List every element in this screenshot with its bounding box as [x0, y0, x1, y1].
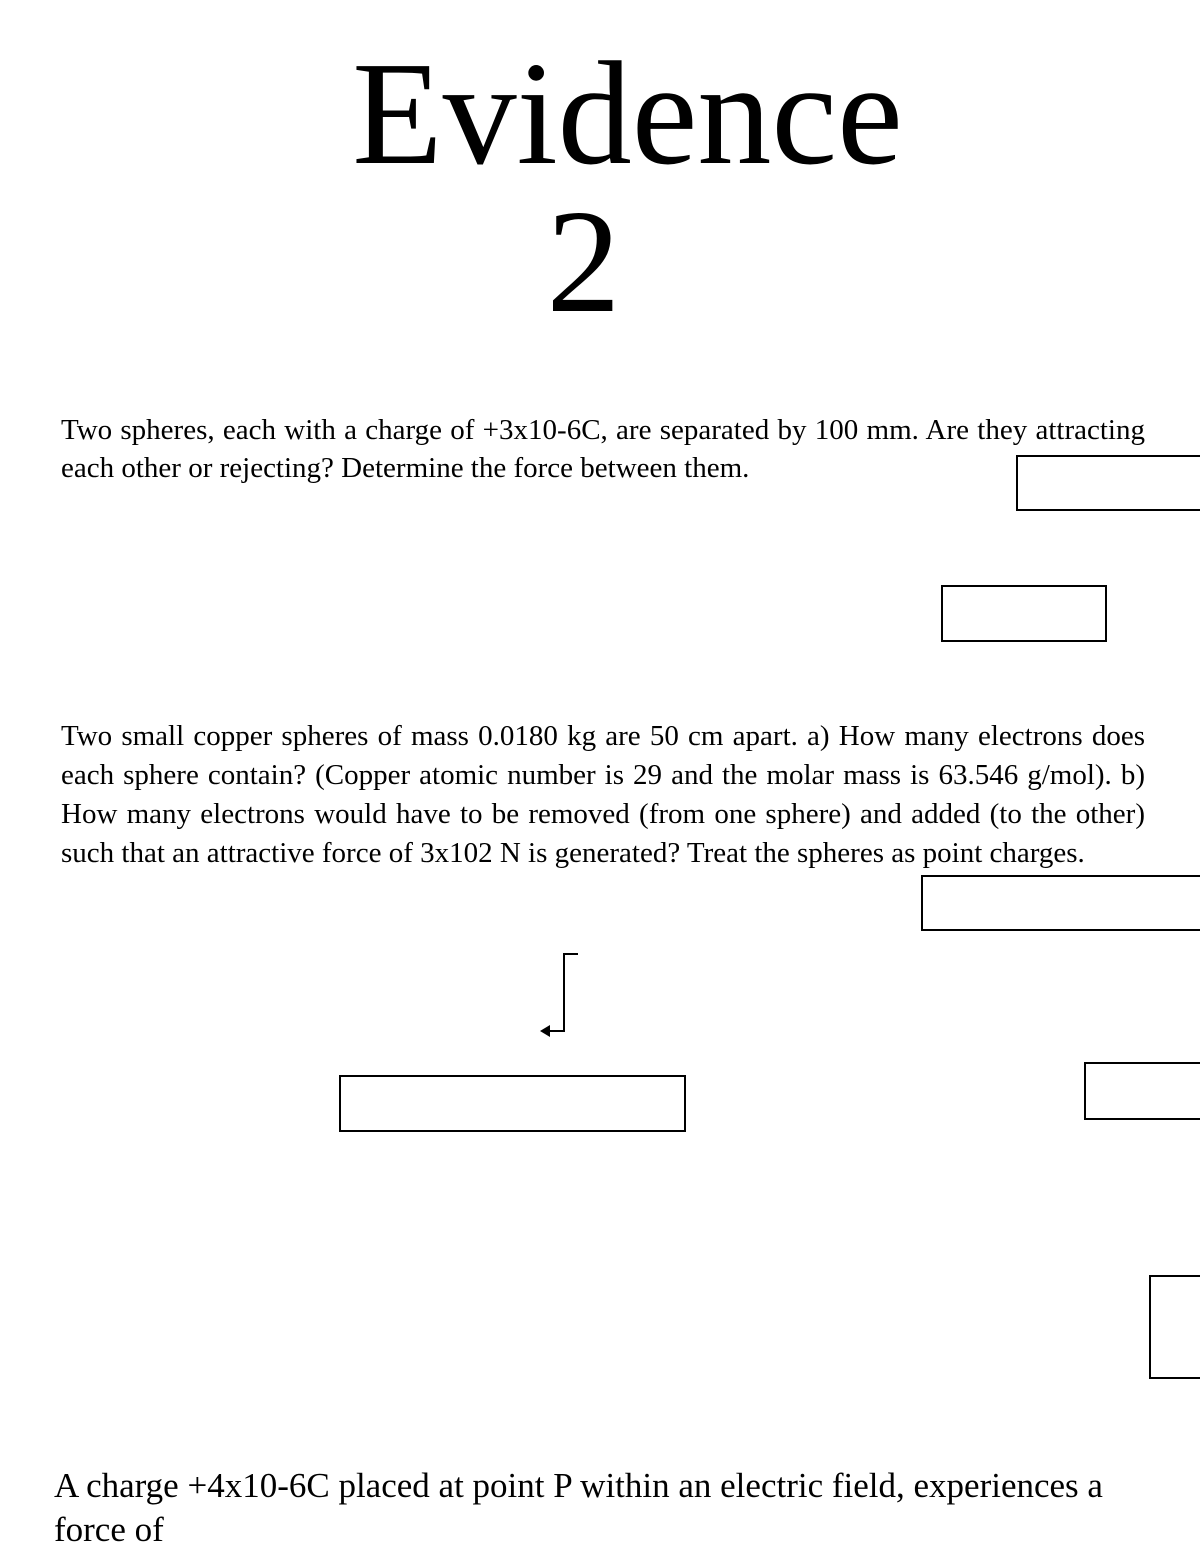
answer-box-3	[921, 875, 1200, 931]
page-title: Evidence	[352, 32, 903, 196]
answer-box-2	[941, 585, 1107, 642]
problem-3-text: A charge +4x10-6C placed at point P within an electric field, experiences a force of	[54, 1466, 1103, 1549]
problem-1-text: Two spheres, each with a charge of +3x10-6C, are separated by 100 mm. Are they attracting each other or rejecting? Determine the force between them.	[61, 414, 1145, 484]
answer-box-1	[1016, 455, 1200, 511]
answer-box-5	[1084, 1062, 1200, 1120]
problem-2-text: Two small copper spheres of mass 0.0180 kg are 50 cm apart. a) How many electrons does each sphere contain? (Copper atomic number is 29 and the molar mass is 63.546 g/mol). b) How many electrons would have to be removed (from one sphere) and added (to the other) such that an attractive force of 3x102 N is generated? Treat the spheres as point charges.	[61, 720, 1145, 869]
answer-box-6	[1149, 1275, 1200, 1379]
page-title-number: 2	[546, 180, 621, 344]
arrow-connector-icon	[530, 945, 590, 1045]
answer-box-4	[339, 1075, 686, 1132]
